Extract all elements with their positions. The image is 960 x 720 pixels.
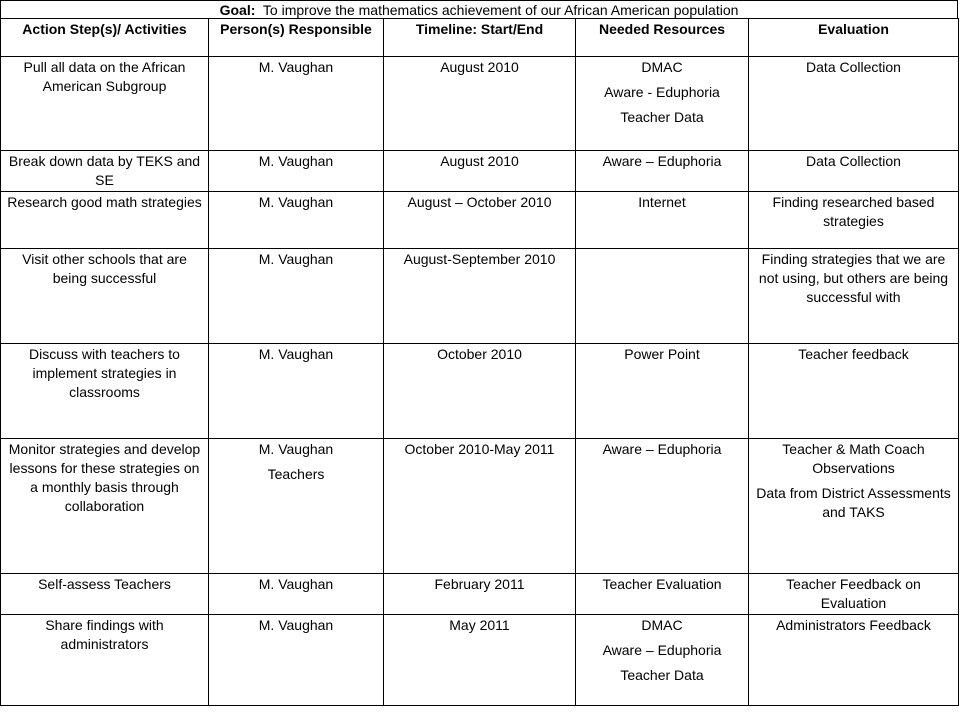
table-row (1, 344, 959, 439)
cell-text: Discuss with teachers to implement strategies in classrooms (29, 346, 180, 400)
header-action: Action Step(s)/ Activities (1, 19, 209, 57)
cell-resources (576, 439, 749, 574)
cell-person (209, 151, 384, 192)
cell-person (209, 249, 384, 344)
cell-text: Research good math strategies (7, 194, 202, 210)
table-body (1, 57, 959, 706)
cell-evaluation (749, 249, 959, 344)
goal-label: Goal: (219, 2, 256, 18)
cell-text: Teacher Data (620, 109, 704, 125)
goal-text: To improve the mathematics achievement of our African American population (262, 2, 739, 18)
cell-text: October 2010-May 2011 (404, 441, 555, 457)
cell-text: Aware – Eduphoria (602, 642, 722, 658)
cell-timeline (384, 249, 576, 344)
cell-text: Monitor strategies and develop lessons for these strategies on a monthly basis through collaboration (8, 441, 201, 514)
cell-resources (576, 615, 749, 706)
cell-action (1, 57, 209, 151)
cell-person (209, 57, 384, 151)
cell-text: Teacher Evaluation (602, 576, 722, 592)
cell-text: Pull all data on the African American Subgroup (23, 59, 186, 94)
cell-action (1, 574, 209, 615)
cell-text: Visit other schools that are being successful (22, 251, 187, 286)
cell-resources (576, 344, 749, 439)
cell-action (1, 249, 209, 344)
cell-action (1, 439, 209, 574)
cell-resources (576, 574, 749, 615)
cell-text: DMAC (641, 59, 683, 75)
cell-evaluation (749, 344, 959, 439)
header-timeline: Timeline: Start/End (384, 19, 576, 57)
cell-text: M. Vaughan (258, 346, 334, 362)
cell-evaluation (749, 615, 959, 706)
cell-text: Teacher feedback (798, 346, 909, 362)
cell-text: M. Vaughan (258, 251, 334, 267)
cell-evaluation (749, 439, 959, 574)
goal-banner (0, 0, 958, 18)
cell-text: Administrators Feedback (776, 617, 931, 633)
cell-evaluation (749, 192, 959, 249)
table-row (1, 574, 959, 615)
cell-text: M. Vaughan (258, 441, 334, 457)
cell-text: Teacher & Math Coach Observations (782, 441, 925, 476)
cell-text: Teachers (267, 466, 325, 482)
cell-text: Teacher Data (620, 667, 704, 683)
cell-person (209, 344, 384, 439)
cell-person (209, 615, 384, 706)
table-row (1, 57, 959, 151)
cell-resources (576, 192, 749, 249)
cell-text: Aware – Eduphoria (602, 153, 722, 169)
cell-text: DMAC (641, 617, 683, 633)
cell-action (1, 192, 209, 249)
cell-text: October 2010 (437, 346, 522, 362)
table-row (1, 151, 959, 192)
header-evaluation: Evaluation (749, 19, 959, 57)
cell-timeline (384, 439, 576, 574)
table-row (1, 249, 959, 344)
cell-person (209, 574, 384, 615)
cell-resources (576, 151, 749, 192)
cell-action (1, 615, 209, 706)
cell-timeline (384, 574, 576, 615)
cell-text: Aware - Eduphoria (604, 84, 720, 100)
cell-text: Self-assess Teachers (38, 576, 171, 592)
action-plan-table (0, 18, 959, 706)
cell-text: February 2011 (434, 576, 525, 592)
cell-text: M. Vaughan (258, 194, 334, 210)
cell-text: Power Point (624, 346, 700, 362)
cell-text: Data from District Assessments and TAKS (756, 485, 951, 520)
header-person: Person(s) Responsible (209, 19, 384, 57)
cell-text: M. Vaughan (258, 617, 334, 633)
cell-timeline (384, 344, 576, 439)
table-row (1, 615, 959, 706)
cell-text: Aware – Eduphoria (602, 441, 722, 457)
cell-text: May 2011 (449, 617, 510, 633)
cell-timeline (384, 192, 576, 249)
cell-resources (576, 57, 749, 151)
cell-text: August 2010 (440, 59, 519, 75)
cell-text: Break down data by TEKS and SE (8, 153, 201, 188)
cell-timeline (384, 151, 576, 192)
table-row (1, 439, 959, 574)
cell-text: M. Vaughan (258, 576, 334, 592)
cell-timeline (384, 615, 576, 706)
cell-text: M. Vaughan (258, 59, 334, 75)
cell-text: Share findings with administrators (45, 617, 164, 652)
cell-text: Data Collection (806, 153, 901, 169)
cell-timeline (384, 57, 576, 151)
cell-text: Data Collection (806, 59, 901, 75)
cell-action (1, 151, 209, 192)
cell-text: August-September 2010 (403, 251, 556, 267)
cell-text: Internet (638, 194, 686, 210)
header-resources: Needed Resources (576, 19, 749, 57)
table-row (1, 192, 959, 249)
cell-evaluation (749, 57, 959, 151)
cell-text: M. Vaughan (258, 153, 334, 169)
cell-text: August 2010 (440, 153, 519, 169)
cell-evaluation (749, 574, 959, 615)
header-row (1, 19, 959, 57)
cell-person (209, 192, 384, 249)
cell-person (209, 439, 384, 574)
cell-resources (576, 249, 749, 344)
cell-text: Finding strategies that we are not using, but others are being successful with (758, 251, 949, 305)
cell-evaluation (749, 151, 959, 192)
cell-text: Teacher Feedback on Evaluation (786, 576, 921, 611)
cell-action (1, 344, 209, 439)
cell-text: Finding researched based strategies (772, 194, 935, 229)
cell-text: August – October 2010 (407, 194, 552, 210)
